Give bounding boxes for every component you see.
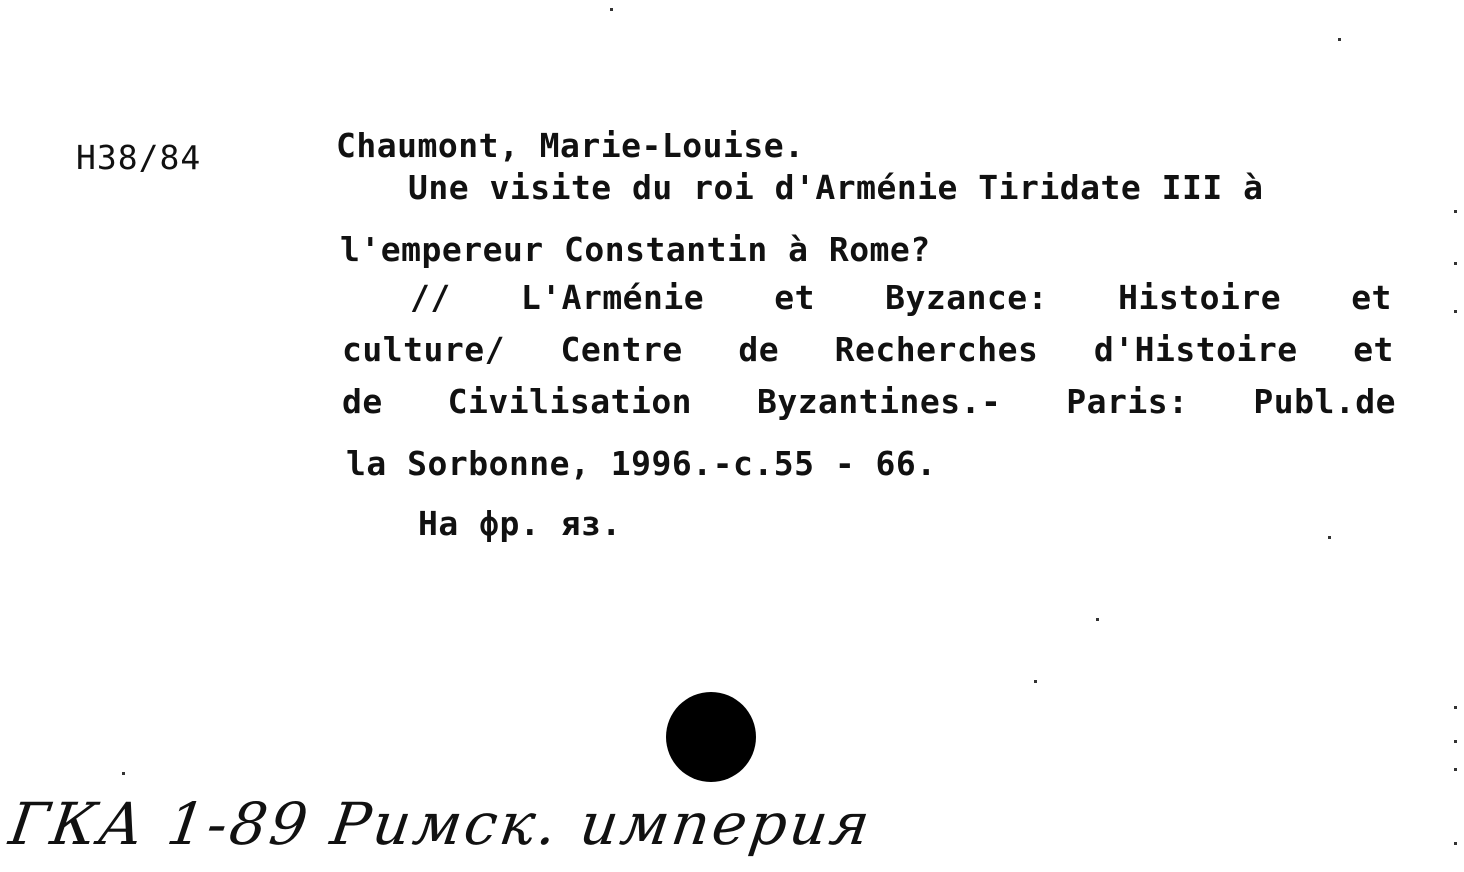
scan-speck — [1454, 262, 1457, 265]
scan-speck — [1454, 706, 1457, 709]
scan-speck — [1454, 210, 1457, 213]
title-line-2: l'empereur Constantin à Rome? — [340, 230, 931, 269]
scan-speck — [1034, 680, 1037, 683]
source-word: Publ.de — [1253, 382, 1396, 421]
source-line-1 — [410, 278, 1392, 317]
handwritten-note: ГКА 1-89 Римск. империя — [5, 790, 877, 858]
source-word: d'Histoire — [1093, 330, 1298, 369]
source-line-3 — [342, 382, 1396, 421]
source-word: Centre — [560, 330, 683, 369]
source-line-4: la Sorbonne, 1996.-c.55 - 66. — [346, 444, 937, 483]
source-word: et — [774, 278, 815, 317]
source-word: Paris: — [1066, 382, 1189, 421]
source-word: Byzantines.- — [756, 382, 1002, 421]
punch-hole — [666, 692, 756, 782]
call-number: H38/84 — [76, 138, 202, 177]
scan-speck — [1454, 310, 1457, 313]
source-word: et — [1351, 278, 1392, 317]
scan-speck — [610, 8, 613, 11]
source-word: et — [1353, 330, 1394, 369]
source-word: culture/ — [342, 330, 505, 369]
scan-speck — [1328, 536, 1331, 539]
scan-speck — [1454, 842, 1457, 845]
source-word: Civilisation — [447, 382, 693, 421]
source-word: Histoire — [1118, 278, 1282, 317]
scan-speck — [1338, 38, 1341, 41]
scan-speck — [1454, 768, 1457, 771]
scan-speck — [122, 772, 125, 775]
source-word: // — [410, 278, 451, 317]
scan-speck — [1454, 740, 1457, 743]
scan-speck — [1096, 618, 1099, 621]
source-line-2 — [342, 330, 1394, 369]
source-word: Byzance: — [885, 278, 1049, 317]
author-name: Chaumont, Marie-Louise. — [336, 126, 805, 165]
source-word: L'Arménie — [520, 278, 705, 317]
language-note: На фр. яз. — [418, 504, 622, 543]
source-word: de — [738, 330, 780, 369]
title-line-1: Une visite du roi d'Arménie Tiridate III à — [408, 168, 1264, 207]
source-word: de — [342, 382, 383, 421]
source-word: Recherches — [834, 330, 1039, 369]
